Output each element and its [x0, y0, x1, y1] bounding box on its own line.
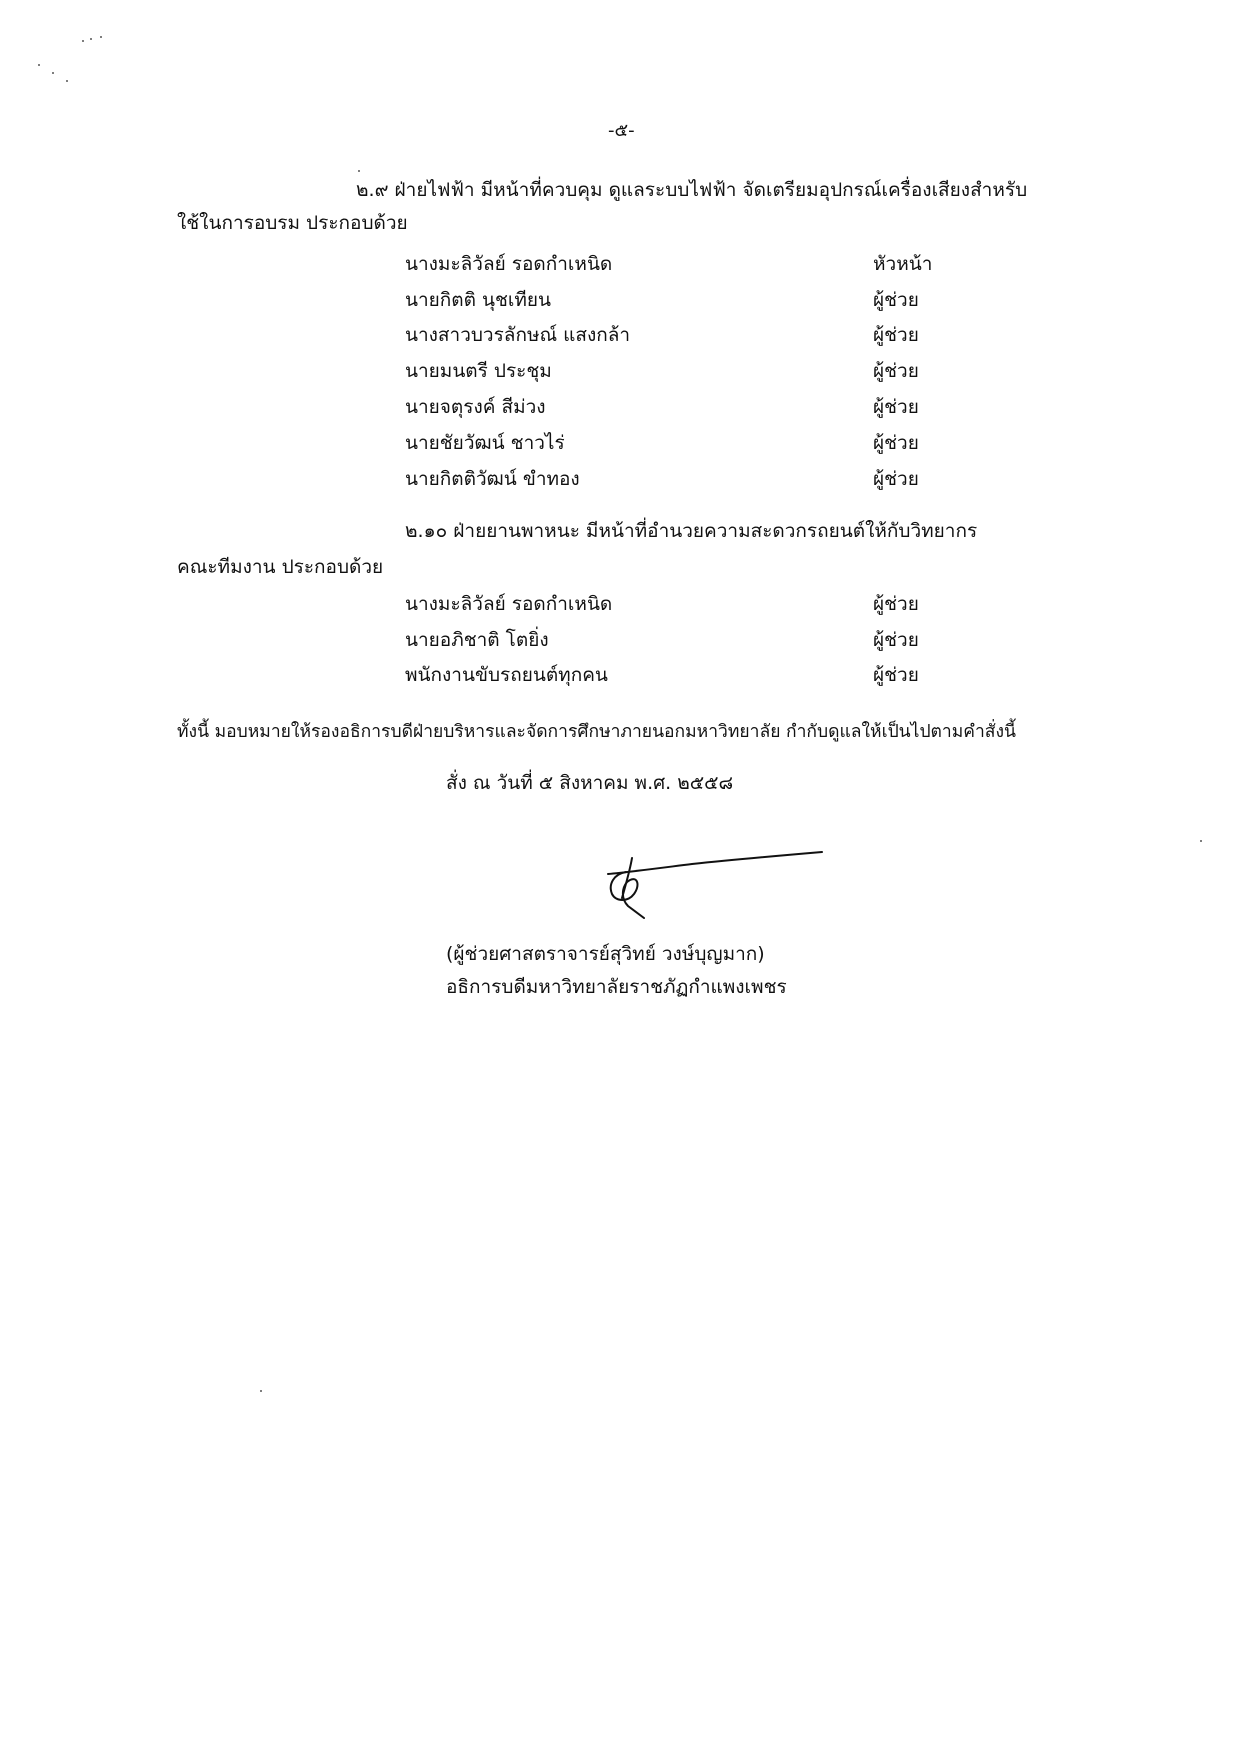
member-name: นางสาวบวรลักษณ์ แสงกล้า: [405, 324, 631, 346]
signatory-title: อธิการบดีมหาวิทยาลัยราชภัฏกำแพงเพชร: [446, 976, 787, 998]
section-29-heading: ๒.๙ ฝ่ายไฟฟ้า มีหน้าที่ควบคุม ดูแลระบบไฟฟ้า จัดเตรียมอุปกรณ์เครื่องเสียงสำหรับ: [356, 179, 1028, 201]
member-role: ผู้ช่วย: [873, 593, 919, 615]
member-name: นางมะลิวัลย์ รอดกำเหนิด: [405, 593, 613, 615]
section-210-heading: ๒.๑๐ ฝ่ายยานพาหนะ มีหน้าที่อำนวยความสะดวกรถยนต์ให้กับวิทยากร: [405, 520, 978, 542]
member-name: นายมนตรี ประชุม: [405, 360, 552, 382]
scan-speck: [66, 80, 68, 82]
member-role: ผู้ช่วย: [873, 664, 919, 686]
section-29-heading-cont: ใช้ในการอบรม ประกอบด้วย: [177, 212, 408, 234]
member-name: พนักงานขับรถยนต์ทุกคน: [405, 664, 608, 686]
order-date: สั่ง ณ วันที่ ๕ สิงหาคม พ.ศ. ๒๕๕๘: [446, 772, 734, 794]
member-role: ผู้ช่วย: [873, 396, 919, 418]
member-name: นายกิตติวัฒน์ ขำทอง: [405, 468, 580, 490]
signatory-name: (ผู้ช่วยศาสตราจารย์สุวิทย์ วงษ์บุญมาก): [446, 943, 765, 965]
scan-speck: [358, 170, 360, 172]
member-name: นายจตุรงค์ สีม่วง: [405, 396, 546, 418]
member-role: ผู้ช่วย: [873, 432, 919, 454]
section-210-heading-cont: คณะทีมงาน ประกอบด้วย: [177, 556, 384, 578]
scan-speck: [1200, 840, 1202, 842]
closing-statement: ทั้งนี้ มอบหมายให้รองอธิการบดีฝ่ายบริหารและจัดการศึกษาภายนอกมหาวิทยาลัย กำกับดูแลให้เป็นไปตามคำสั่งนี้: [177, 722, 1017, 742]
member-role: ผู้ช่วย: [873, 468, 919, 490]
scan-speck: [100, 36, 102, 38]
member-name: นายอภิชาติ โตยิ่ง: [405, 629, 549, 651]
scan-speck: [260, 1390, 262, 1392]
page-number: -๕-: [608, 120, 635, 141]
member-name: นายกิตติ นุชเทียน: [405, 289, 552, 311]
member-role: ผู้ช่วย: [873, 289, 919, 311]
member-name: นายชัยวัฒน์ ชาวไร่: [405, 432, 565, 454]
scan-speck: [90, 38, 92, 40]
member-role: ผู้ช่วย: [873, 629, 919, 651]
scan-speck: [38, 64, 40, 66]
member-name: นางมะลิวัลย์ รอดกำเหนิด: [405, 253, 613, 275]
member-role: ผู้ช่วย: [873, 360, 919, 382]
signature: [600, 840, 840, 935]
member-role: ผู้ช่วย: [873, 324, 919, 346]
scan-speck: [52, 72, 54, 74]
member-role: หัวหน้า: [873, 253, 933, 275]
scan-speck: [82, 40, 84, 42]
